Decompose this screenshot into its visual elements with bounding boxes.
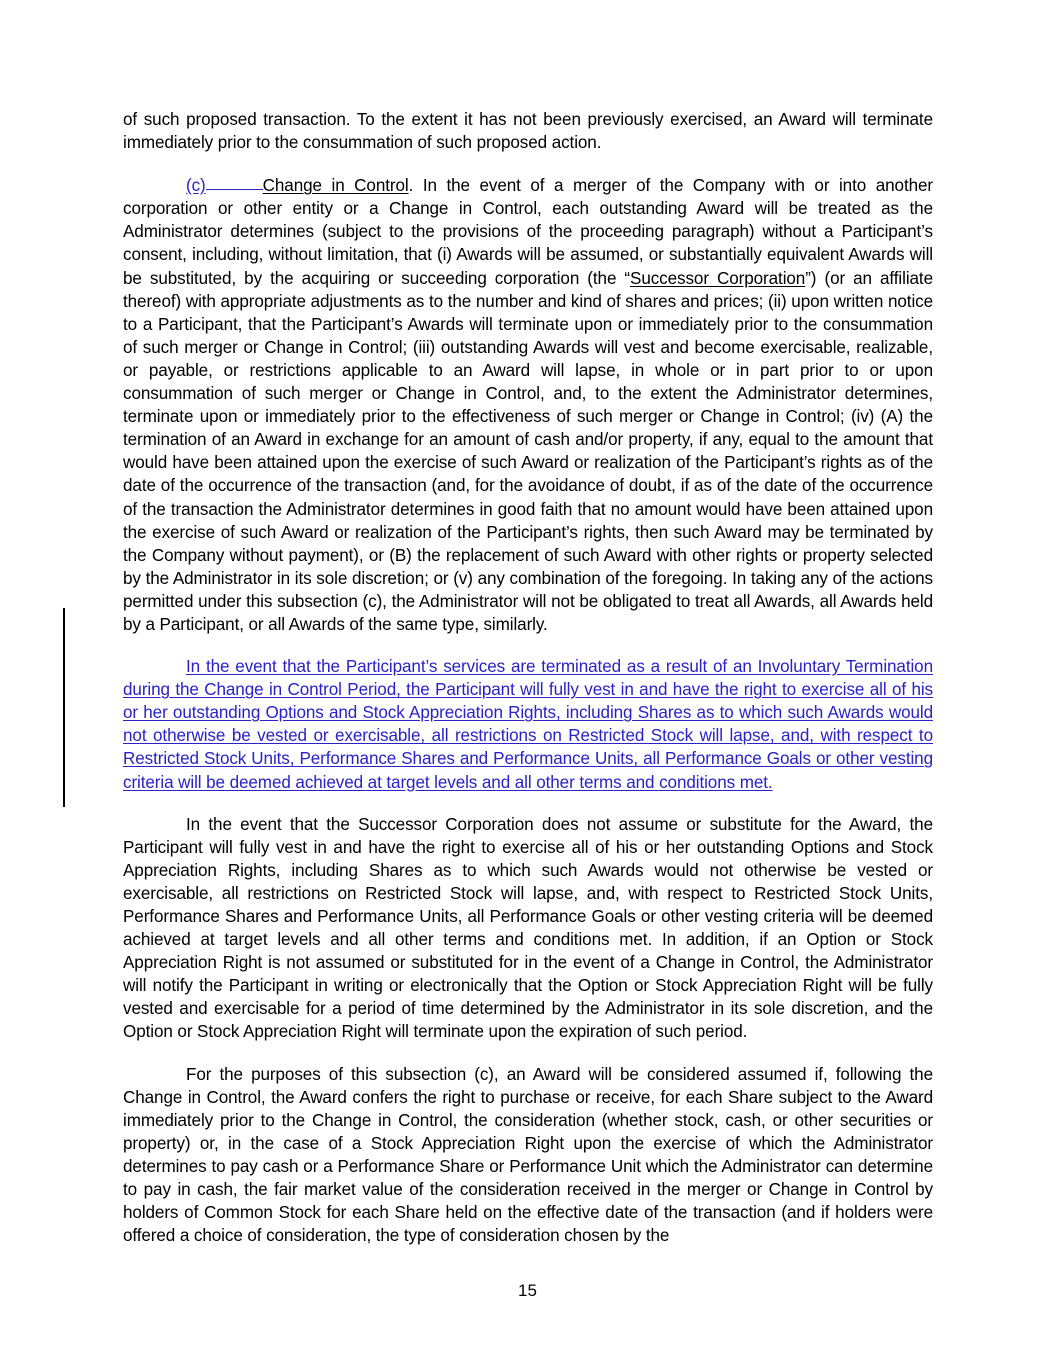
clause-letter-c: (c) — [186, 176, 206, 196]
clause-c-body-lead: . In the event of a merger of the Company with or into another corporation or other entity or a Change in Control, each outstanding Award will be treated as the Administrator determines (subject to the provisions of the proceeding paragraph) without a Participant’s consent, including, without limitation, that (i) Awards will be assumed, or substantially equivalent Awards will be substituted, by the acquiring or succeeding corporation (the “ — [123, 176, 933, 288]
inserted-revision-text: In the event that the Participant’s services are terminated as a result of an Involuntary Termination during the Change in Control Period, the Participant will fully vest in and have the right to exercise all of his or her outstanding Options and Stock Appreciation Rights, including Shares as to which such Awards would not otherwise be vested or exercisable, all restrictions on Restricted Stock will lapse, and, with respect to Restricted Stock Units, Performance Shares and Performance Units, all Performance Goals or other vesting criteria will be deemed achieved at target levels and all other terms and conditions met. — [123, 657, 933, 792]
clause-c-body-rest: ”) (or an affiliate thereof) with appropriate adjustments as to the number and kind of shares and prices; (ii) upon written notice to a Participant, that the Participant’s Awards will terminate upon or immediately prior to the consummation of such merger or Change in Control; (iii) outstanding Awards will vest and become exercisable, realizable, or payable, or restrictions applicable to an Award will lapse, in whole or in part prior to or upon consummation of such merger or Change in Control, and, to the extent the Administrator determines, terminate upon or immediately prior to the effectiveness of such merger or Change in Control; (iv) (A) the termination of an Award in exchange for an amount of cash and/or property, if any, equal to the amount that would have been attained upon the exercise of such Award or realization of the Participant’s rights as of the date of the occurrence of the transaction (and, for the avoidance of doubt, if as of the date of the occurrence of the transaction the Administrator determines in good faith that no amount would have been attained upon the exercise of such Award or realization of the Participant’s rights, then such Award may be terminated by the Company without payment), or (B) the replacement of such Award with other rights or property selected by the Administrator in its sole discretion; or (v) any combination of the foregoing. In taking any of the actions permitted under this subsection (c), the Administrator will not be obligated to treat all Awards, all Awards held by a Participant, or all Awards of the same type, similarly. — [123, 268, 933, 634]
defined-term-successor-corporation: Successor Corporation — [630, 268, 806, 288]
paragraph-continuation-text: of such proposed transaction. To the extent it has not been previously exercised, an Award will terminate immediately prior to the consummation of such proposed action. — [123, 110, 933, 153]
paragraph-continuation — [123, 108, 933, 154]
assumed-award-definition-text: For the purposes of this subsection (c), an Award will be considered assumed if, following the Change in Control, the Award confers the right to purchase or receive, for each Share subject to the Award immediately prior to the Change in Control, the consideration (whether stock, cash, or other securities or property) or, in the case of a Stock Appreciation Right upon the exercise of which the Administrator determines to pay cash or a Performance Share or Performance Unit which the Administrator can determine to pay in cash, the fair market value of the consideration received in the merger or Change in Control by holders of Common Stock for each Share held on the effective date of the transaction (and if holders were offered a choice of consideration, the type of consideration chosen by the — [123, 1064, 933, 1246]
revision-change-bar — [63, 608, 65, 807]
successor-corporation-paragraph — [123, 813, 933, 1044]
clause-heading-change-in-control: Change in Control — [262, 176, 409, 196]
clause-tab-underline — [206, 173, 263, 190]
successor-corporation-text: In the event that the Successor Corporation does not assume or substitute for the Award, the Participant will fully vest in and have the right to exercise all of his or her outstanding Options and Stock Appreciation Rights, including Shares as to which such Awards would not otherwise be vested or exercisable, all restrictions on Restricted Stock will lapse, and, with respect to Restricted Stock Units, Performance Shares and Performance Units, all Performance Goals or other vesting criteria will be deemed achieved at target levels and all other terms and conditions met. In addition, if an Option or Stock Appreciation Right is not assumed or substituted for in the event of a Change in Control, the Administrator will notify the Participant in writing or electronically that the Option or Stock Appreciation Right will be fully vested and exercisable for a period of time determined by the Administrator in its sole discretion, and the Option or Stock Appreciation Right will terminate upon the expiration of such period. — [123, 814, 933, 1042]
page-footer — [0, 1281, 1055, 1301]
page-body — [123, 108, 933, 1247]
assumed-award-definition-paragraph — [123, 1063, 933, 1248]
clause-c-paragraph — [123, 173, 933, 636]
inserted-revision-paragraph — [123, 655, 933, 794]
page-number: 15 — [518, 1281, 537, 1300]
